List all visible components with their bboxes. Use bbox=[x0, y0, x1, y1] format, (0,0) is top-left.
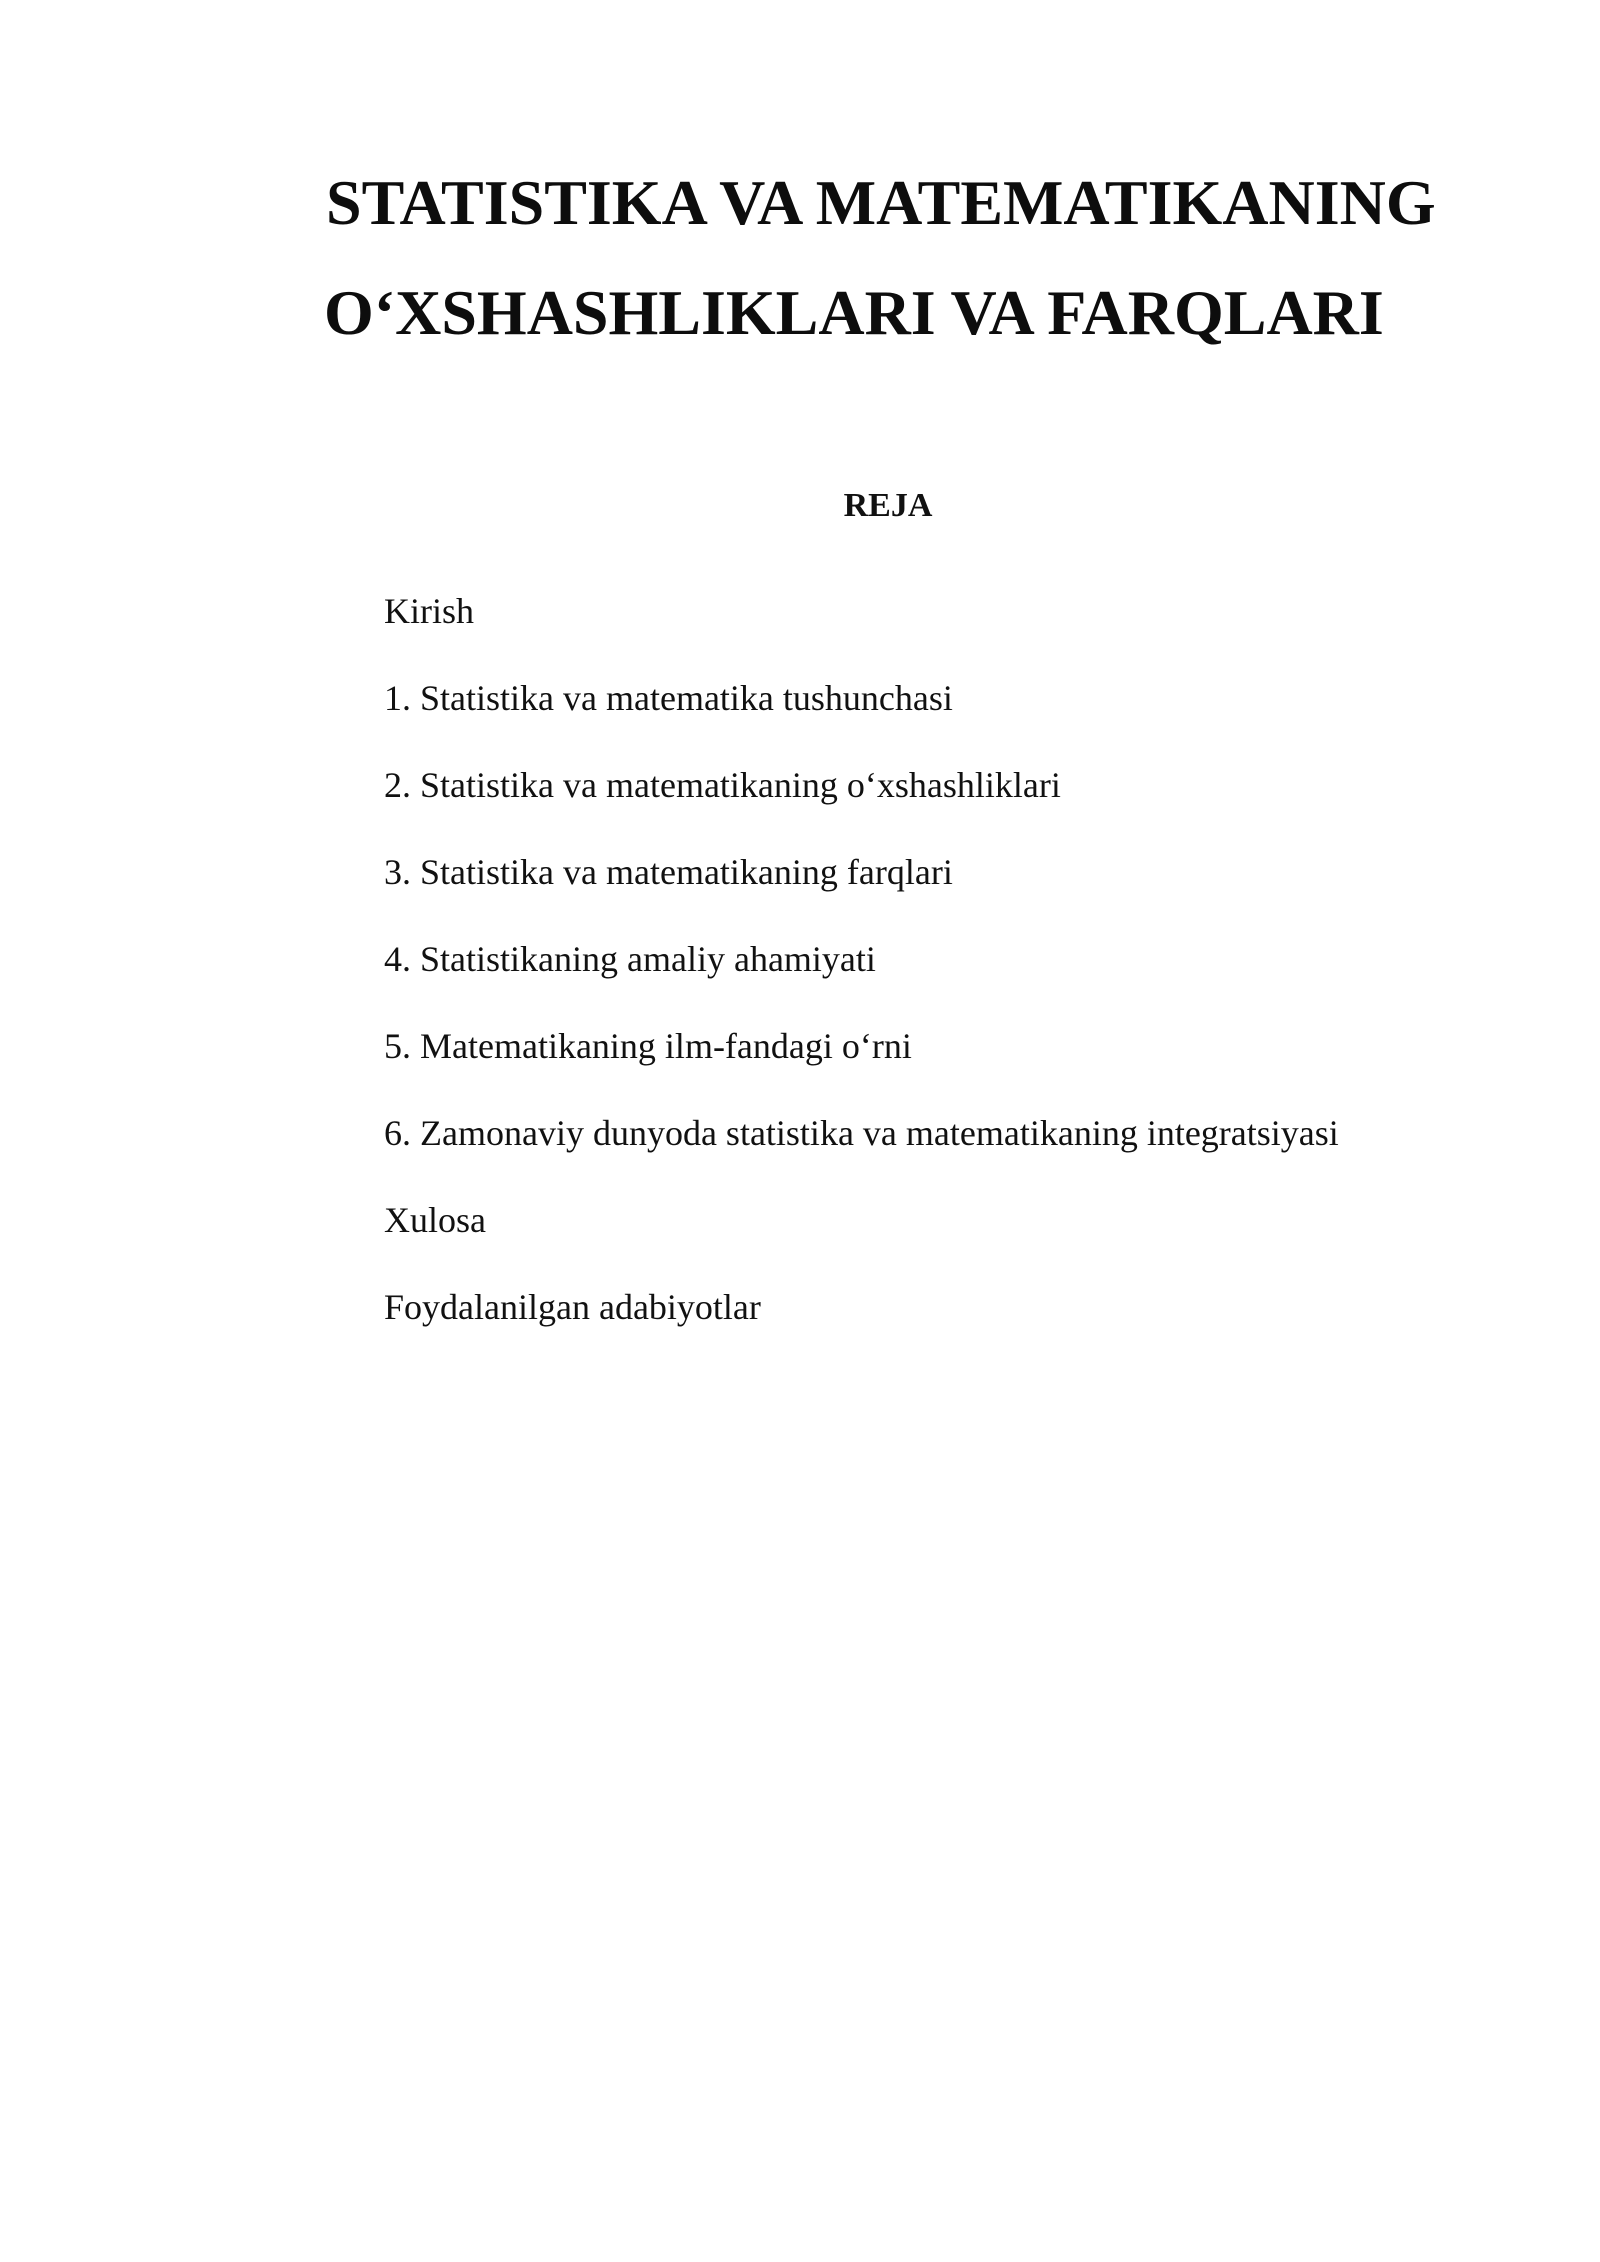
plan-item-1: 1. Statistika va matematika tushunchasi bbox=[384, 678, 953, 718]
plan-item-introduction: Kirish bbox=[384, 591, 474, 631]
title-line-2: O‘XSHASHLIKLARI VA FARQLARI bbox=[324, 277, 1384, 348]
plan-item-2: 2. Statistika va matematikaning o‘xshashliklari bbox=[384, 765, 1061, 805]
plan-item-4: 4. Statistikaning amaliy ahamiyati bbox=[384, 939, 876, 979]
plan-item-3: 3. Statistika va matematikaning farqlari bbox=[384, 852, 953, 892]
plan-item-5: 5. Matematikaning ilm-fandagi o‘rni bbox=[384, 1026, 912, 1066]
plan-list bbox=[384, 568, 1339, 1351]
title-line-1: STATISTIKA VA MATEMATIKANING bbox=[326, 167, 1436, 238]
plan-item-references: Foydalanilgan adabiyotlar bbox=[384, 1287, 761, 1327]
plan-heading: REJA bbox=[843, 487, 933, 524]
document-title bbox=[326, 148, 1436, 368]
plan-item-conclusion: Xulosa bbox=[384, 1200, 486, 1240]
plan-item-6: 6. Zamonaviy dunyoda statistika va matematikaning integratsiyasi bbox=[384, 1113, 1339, 1153]
